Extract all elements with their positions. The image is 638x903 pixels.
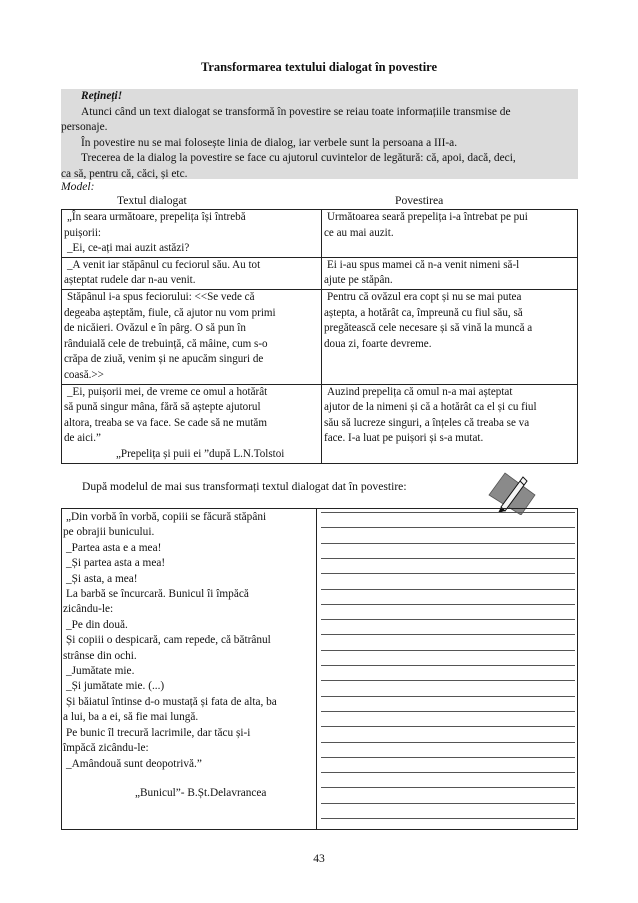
cell-line: Stăpânul i-a spus feciorului: <<Se vede că [67,290,255,303]
rules-heading: Rețineți! [81,90,123,102]
rule-line: ca să, pentru că, căci, și etc. [61,167,188,180]
story-cell [322,384,578,463]
exercise-box [61,508,578,830]
writing-line[interactable] [321,696,575,697]
text-line: zicându-le: [63,603,114,616]
cell-line: Pentru că ovăzul era copt și nu se mai putea [327,290,522,303]
writing-line[interactable] [321,726,575,727]
writing-line[interactable] [321,650,575,651]
writing-line[interactable] [321,818,575,819]
exercise-dialog-text [62,509,317,829]
cell-line: Ei i-au spus mamei că n-a venit nimeni să-l [327,258,520,271]
story-cell [322,257,578,289]
rules-box [61,89,578,179]
cell-line: degeaba așteptăm, fiule, că ajutor nu vom primi [64,306,276,319]
column-header-story: Povestirea [395,194,444,207]
rule-line: Trecerea de la dialog la povestire se face cu ajutorul cuvintelor de legătură: că, apoi, dacă, deci, [81,152,516,164]
text-line: _Și partea asta a mea! [66,557,166,570]
model-label: Model: [61,180,95,193]
cell-line: coasă.>> [64,368,104,381]
page-number: 43 [313,852,325,865]
cell-line: să pună singur mâna, fără să aștepte ajutorul [64,401,261,414]
writing-line[interactable] [321,543,575,544]
writing-line[interactable] [321,619,575,620]
dialog-cell [62,210,322,258]
writing-line[interactable] [321,573,575,574]
text-line: _Pe din două. [66,618,128,631]
writing-line[interactable] [321,711,575,712]
text-line: Și copiii o despicară, cam repede, că bătrânul [66,634,271,647]
writing-line[interactable] [321,527,575,528]
text-line: „Din vorbă în vorbă, copiii se făcură stăpâni [66,511,267,523]
text-line: La barbă se încurcară. Bunicul îi împăcă [66,588,249,601]
cell-line: de aici.” [64,432,101,445]
writing-line[interactable] [321,589,575,590]
cell-line: doua zi, foarte devreme. [324,337,432,350]
text-line: pe obrajii bunicului. [63,526,155,539]
rule-line: Atunci când un text dialogat se transformă în povestire se reiau toate informațiile transmise de [81,105,511,118]
text-line: Pe bunic îl trecură lacrimile, dar tăcu și-i [66,726,251,739]
rule-line: personaje. [61,121,108,133]
text-line: a lui, ba a ei, să fie mai lungă. [63,711,199,724]
exercise-instruction: După modelul de mai sus transformați textul dialogat dat în povestire: [82,480,407,493]
writing-line[interactable] [321,772,575,773]
writing-line[interactable] [321,634,575,635]
story-cell [322,210,578,258]
model-table [61,209,578,464]
column-header-dialog: Textul dialogat [117,194,187,207]
story-cell [322,289,578,384]
writing-line[interactable] [321,803,575,804]
cell-line: său să lucreze singuri, a înțeles că treaba se va [324,416,530,429]
text-line: _Partea asta e a mea! [66,541,162,554]
writing-line[interactable] [321,604,575,605]
text-line: strânse din ochi. [63,649,137,662]
cell-line: crăpa de ziuă, venim și ne apucăm singuri de [64,353,264,366]
cell-line: aștepta, a hotărât ca, împreună cu fiul său, să [324,306,523,319]
rule-line: În povestire nu se mai folosește linia de dialog, iar verbele sunt la persoana a III-a. [81,136,458,149]
text-line: _Și asta, a mea! [66,572,138,585]
writing-line[interactable] [321,757,575,758]
cell-line: rânduială cele de trebuință, că mâine, cum s-o [64,337,268,350]
writing-line[interactable] [321,787,575,788]
cell-line: pregătească cele necesare și să vină la muncă a [324,322,533,335]
dialog-cell [62,289,322,384]
writing-line[interactable] [321,512,575,513]
writing-line[interactable] [321,558,575,559]
cell-line: ajute pe stăpân. [324,274,393,287]
table-row [62,384,578,463]
cell-line: Următoarea seară prepelița i-a întrebat pe pui [327,211,528,223]
cell-line: puișorii: [64,226,101,239]
source-citation: „Prepelița și puii ei ”după L.N.Tolstoi [116,447,285,460]
text-line: _Jumătate mie. [66,665,135,678]
cell-line: de nicăieri. Ovăzul e în pârg. O să pun în [64,322,246,335]
cell-line: face. I-a luat pe puișori și s-a mutat. [324,432,484,445]
source-citation: „Bunicul”- B.Șt.Delavrancea [135,786,267,799]
table-row [62,289,578,384]
cell-line: _Ei, ce-ați mai auzit astăzi? [67,242,190,255]
answer-writing-area[interactable] [317,509,577,829]
table-row [62,210,578,258]
text-line: _Și jumătate mie. (...) [66,680,165,693]
text-line: _Amândouă sunt deopotrivă.” [66,757,202,770]
table-row [62,257,578,289]
cell-line: _Ei, puișorii mei, de vreme ce omul a hotărât [67,385,268,398]
cell-line: altora, treaba se va face. Se cade să ne mutăm [64,416,267,429]
text-line: Și băiatul întinse d-o mustață și fata de alta, ba [66,695,277,708]
cell-line: ce au mai auzit. [324,226,394,239]
cell-line: ajutor de la nimeni și că a hotărât ca el și cu fiul [324,401,537,414]
writing-line[interactable] [321,665,575,666]
dialog-cell [62,384,322,463]
text-line: împăcă zicându-le: [63,742,149,755]
writing-line[interactable] [321,742,575,743]
cell-line: așteptat rudele dar n-au venit. [64,274,196,287]
dialog-cell [62,257,322,289]
writing-line[interactable] [321,680,575,681]
cell-line: Auzind prepelița că omul n-a mai așteptat [327,385,513,398]
page-title: Transformarea textului dialogat în povestire [200,60,438,74]
cell-line: „În seara următoare, prepelița își întrebă [67,211,246,223]
cell-line: _A venit iar stăpânul cu feciorul său. Au tot [67,258,261,271]
